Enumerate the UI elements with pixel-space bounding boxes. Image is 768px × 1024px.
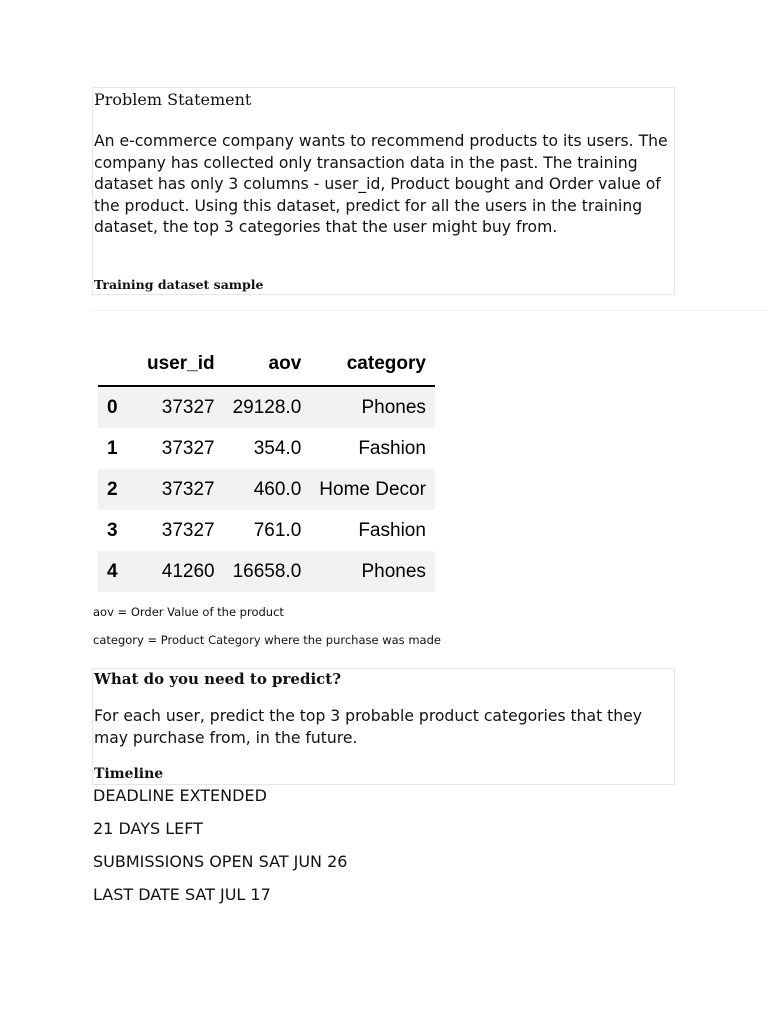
category-definition-note: category = Product Category where the purchase was made	[93, 633, 441, 647]
row-index: 3	[107, 519, 118, 541]
aov-cell: 460.0	[224, 469, 311, 510]
category-cell: Phones	[310, 551, 435, 592]
problem-statement-heading: Problem Statement	[94, 90, 252, 109]
category-cell: Phones	[310, 386, 435, 428]
submissions-open-text: SUBMISSIONS OPEN SAT JUN 26	[93, 852, 348, 871]
table-row	[98, 386, 435, 428]
table-row	[98, 428, 435, 469]
user-id-cell: 41260	[138, 551, 224, 592]
training-data-table	[98, 343, 435, 592]
category-cell: Fashion	[358, 519, 426, 541]
category-cell: Fashion	[358, 437, 426, 459]
table-row	[98, 551, 435, 592]
table-row	[98, 510, 435, 551]
aov-cell: 16658.0	[224, 551, 311, 592]
row-index: 2	[98, 469, 138, 510]
last-date-text: LAST DATE SAT JUL 17	[93, 885, 271, 904]
predict-heading: What do you need to predict?	[94, 670, 342, 688]
row-index: 1	[107, 437, 118, 459]
category-header: category	[310, 343, 435, 386]
user-id-cell: 37327	[161, 437, 215, 459]
aov-cell: 354.0	[253, 437, 302, 459]
aov-definition-note: aov = Order Value of the product	[93, 605, 284, 619]
problem-statement-box	[92, 87, 675, 295]
row-index: 0	[98, 386, 138, 428]
training-sample-label: Training dataset sample	[94, 277, 264, 292]
problem-statement-paragraph: An e-commerce company wants to recommend products to its users. The company has collected only transaction data in the past. The training dataset has only 3 columns - user_id, Product bought and Order value of the product. Using this dataset, predict for all the users in the training dataset, the top 3 categories that the user might buy from.	[94, 132, 668, 236]
deadline-extended-text: DEADLINE EXTENDED	[93, 786, 267, 805]
prediction-box	[92, 668, 675, 785]
aov-header: aov	[224, 343, 311, 386]
timeline-label: Timeline	[94, 766, 164, 782]
section-divider	[92, 310, 768, 311]
index-header	[98, 343, 138, 386]
predict-paragraph: For each user, predict the top 3 probable product categories that they may purchase from, in the future.	[94, 707, 642, 747]
category-cell: Home Decor	[310, 469, 435, 510]
aov-cell: 761.0	[253, 519, 302, 541]
row-index: 4	[98, 551, 138, 592]
table-header-row	[98, 343, 435, 386]
aov-cell: 29128.0	[224, 386, 311, 428]
user-id-cell: 37327	[138, 386, 224, 428]
user-id-cell: 37327	[138, 469, 224, 510]
user-id-header: user_id	[138, 343, 224, 386]
table-row	[98, 469, 435, 510]
user-id-cell: 37327	[161, 519, 215, 541]
days-left-text: 21 DAYS LEFT	[93, 819, 203, 838]
